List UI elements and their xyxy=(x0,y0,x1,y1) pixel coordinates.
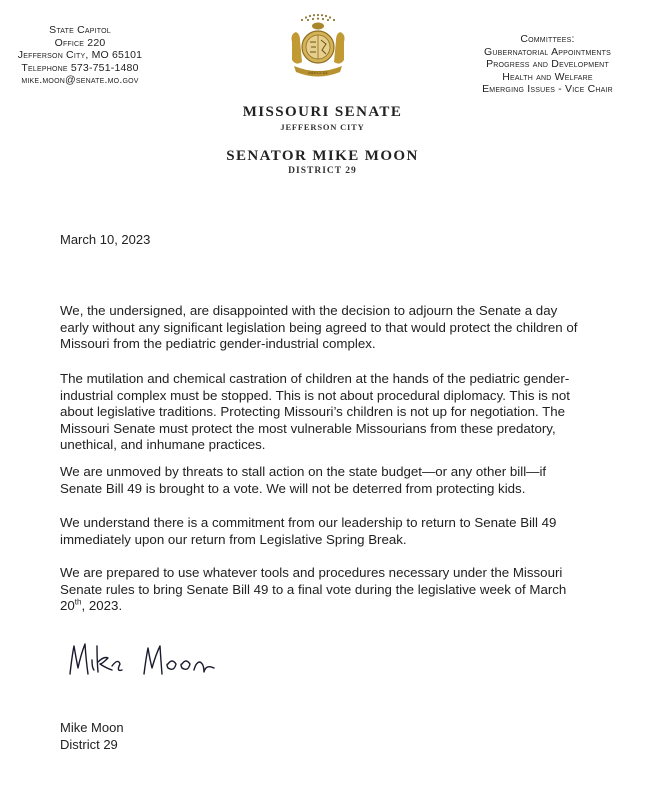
handwritten-signature xyxy=(64,634,234,692)
committee-item: Health and Welfare xyxy=(502,70,593,83)
address-line: Telephone 573-751-1480 xyxy=(21,61,139,74)
svg-text:MDCCCXX: MDCCCXX xyxy=(308,71,328,75)
letter-paragraph: We understand there is a commitment from our leadership to return to Senate Bill 49 immediately upon our return from Legislative Spring Break. xyxy=(60,515,557,547)
committee-item: Progress and Development xyxy=(486,58,609,71)
office-address-block xyxy=(0,24,160,87)
senator-district: DISTRICT 29 xyxy=(288,166,357,176)
address-line: Office 220 xyxy=(54,36,106,49)
letter-date: March 10, 2023 xyxy=(60,232,151,247)
address-line: Jefferson City, MO 65101 xyxy=(17,49,143,62)
letter-paragraph xyxy=(60,565,580,615)
signer-district: District 29 xyxy=(60,737,118,752)
senate-title: MISSOURI SENATE xyxy=(242,104,403,120)
committee-item: Emerging Issues - Vice Chair xyxy=(482,83,613,96)
missouri-state-seal-icon xyxy=(286,12,350,82)
paragraph-text: We are prepared to use whatever tools and procedures necessary under the Missouri Senate rules to bring Senate Bill 49 to a final vote during the legislative week of March 20 xyxy=(60,565,567,614)
committee-item: Gubernatorial Appointments xyxy=(483,45,612,58)
senator-name: SENATOR MIKE MOON xyxy=(226,148,419,164)
email-line: mike.moon@senate.mo.gov xyxy=(21,74,139,87)
signer-name: Mike Moon xyxy=(60,720,124,735)
committees-heading: Committees: xyxy=(520,33,575,45)
paragraph-text: , 2023. xyxy=(81,598,123,614)
letter-paragraph: The mutilation and chemical castration of children at the hands of the pediatric gender-industrial complex must be stopped. This is not about procedural diplomacy. This is not about legislative traditions. Protecting Missouri’s children is not up for negotiation. The Missouri Senate must protect the most vulnerable Missourians from these predatory, unethical, and inhumane practices. xyxy=(60,371,570,453)
letter-paragraph: We, the undersigned, are disappointed with the decision to adjourn the Senate a day early without any significant legislation being agreed to that would protect the children of Missouri from the pediatric gender-industrial complex. xyxy=(60,303,578,352)
senate-city: JEFFERSON CITY xyxy=(280,122,365,132)
committees-block xyxy=(455,33,640,96)
letter-paragraph: We are unmoved by threats to stall action on the state budget—or any other bill—if Senate Bill 49 is brought to a vote. We will not be deterred from protecting kids. xyxy=(60,464,547,496)
ordinal-suffix: th xyxy=(74,597,82,607)
address-line: State Capitol xyxy=(49,24,111,36)
